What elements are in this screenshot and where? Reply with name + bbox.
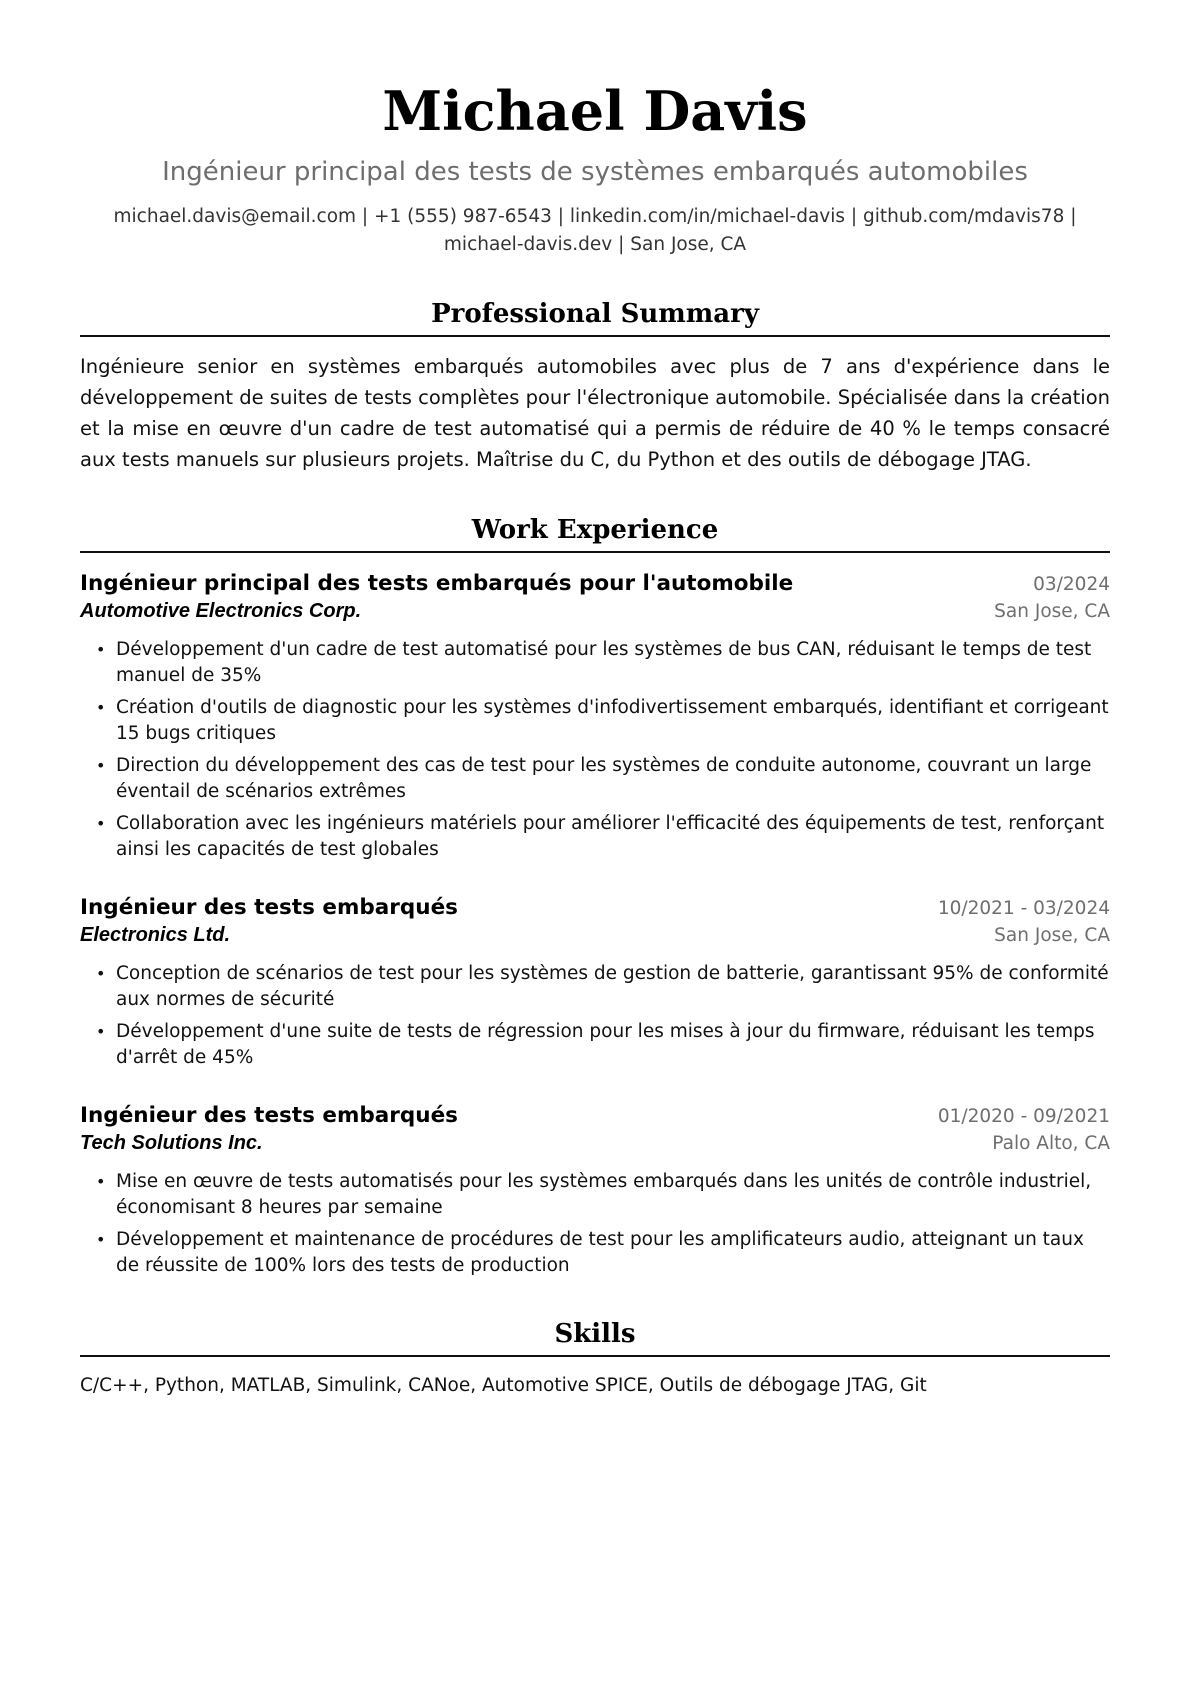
job-bullet: • Développement d'un cadre de test automatisé pour les systèmes de bus CAN, réduisant le temps de test manuel de 35% <box>116 637 1110 689</box>
section-title-summary: Professional Summary <box>80 299 1110 337</box>
summary-text: Ingénieure senior en systèmes embarqués automobiles avec plus de 7 ans d'expérience dans le développement de suites de tests complètes pour l'électronique automobile. Spécialisée dans la création et la mise en œuvre d'un cadre de test automatisé qui a permis de réduire de 40 % le temps consacré aux tests manuels sur plusieurs projets. Maîtrise du C, du Python et des outils de débogage JTAG. <box>80 354 1110 471</box>
job-entry <box>80 571 1110 863</box>
candidate-name: Michael Davis <box>382 79 808 143</box>
job-title: Ingénieur des tests embarqués <box>80 1102 458 1128</box>
job-entry <box>80 1103 1110 1279</box>
job-bullets <box>80 1169 1110 1279</box>
job-location: San Jose, CA <box>994 924 1110 946</box>
job-date: 01/2020 - 09/2021 <box>937 1105 1110 1127</box>
contact-line-1: michael.davis@email.com | +1 (555) 987-6543 | linkedin.com/in/michael-davis | github.com/mdavis78 | <box>113 205 1077 227</box>
company-name: Tech Solutions Inc. <box>80 1131 263 1154</box>
job-bullet: • Développement et maintenance de procédures de test pour les amplificateurs audio, atteignant un taux de réussite de 100% lors des tests de production <box>116 1227 1110 1279</box>
job-bullet: • Collaboration avec les ingénieurs matériels pour améliorer l'efficacité des équipements de test, renforçant ainsi les capacités de test globales <box>116 811 1110 863</box>
company-name: Automotive Electronics Corp. <box>80 599 362 622</box>
job-bullets <box>80 961 1110 1071</box>
job-bullet: • Conception de scénarios de test pour les systèmes de gestion de batterie, garantissant 95% de conformité aux normes de sécurité <box>116 961 1110 1013</box>
job-title: Ingénieur des tests embarqués <box>80 894 458 920</box>
job-date: 10/2021 - 03/2024 <box>937 897 1110 919</box>
job-bullet: • Création d'outils de diagnostic pour les systèmes d'infodivertissement embarqués, identifiant et corrigeant 15 bugs critiques <box>116 695 1110 747</box>
candidate-headline: Ingénieur principal des tests de systèmes embarqués automobiles <box>162 157 1028 188</box>
job-entry <box>80 895 1110 1071</box>
skills-list: C/C++, Python, MATLAB, Simulink, CANoe, Automotive SPICE, Outils de débogage JTAG, Git <box>80 1374 927 1396</box>
job-bullet: • Mise en œuvre de tests automatisés pour les systèmes embarqués dans les unités de contrôle industriel, économisant 8 heures par semaine <box>116 1169 1110 1221</box>
resume-header <box>80 0 1110 259</box>
job-date: 03/2024 <box>1033 573 1110 595</box>
job-bullets <box>80 637 1110 863</box>
skills-section <box>80 1319 1110 1396</box>
experience-section <box>80 515 1110 1279</box>
summary-section <box>80 299 1110 475</box>
job-bullet: • Développement d'une suite de tests de régression pour les mises à jour du firmware, réduisant les temps d'arrêt de 45% <box>116 1019 1110 1071</box>
job-bullet: • Direction du développement des cas de test pour les systèmes de conduite autonome, couvrant un large éventail de scénarios extrêmes <box>116 753 1110 805</box>
job-title: Ingénieur principal des tests embarqués pour l'automobile <box>80 570 794 596</box>
section-title-skills: Skills <box>80 1319 1110 1357</box>
contact-line-2: michael-davis.dev | San Jose, CA <box>443 233 747 255</box>
job-location: San Jose, CA <box>994 600 1110 622</box>
company-name: Electronics Ltd. <box>80 923 231 946</box>
section-title-experience: Work Experience <box>80 515 1110 553</box>
job-location: Palo Alto, CA <box>992 1132 1110 1154</box>
contact-info <box>80 203 1110 259</box>
